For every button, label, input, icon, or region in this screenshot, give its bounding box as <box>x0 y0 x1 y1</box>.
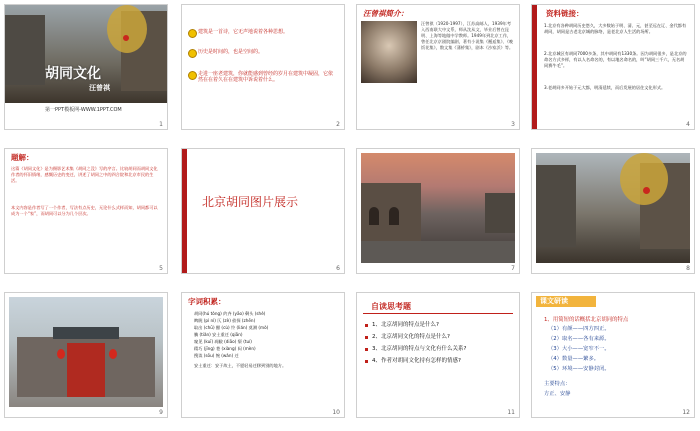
vocab-line: 安土重迁：安于故土，不愿轻易迁移到别的地方。 <box>194 363 287 368</box>
vocab-line: 窥见 (kuī) 凋敝 (diāo) 颓 (tuí) <box>194 339 252 344</box>
hutong-photo <box>361 153 515 263</box>
slide-number: 2 <box>336 121 340 128</box>
slide-header: 汪曾祺简介： <box>363 9 408 18</box>
vocab-line: 睥睨 (pì nì) 仄 (zè) 侦探 (zhēn) <box>194 318 256 323</box>
question-item: 4、作者对胡同文化持有怎样的情感? <box>372 358 461 364</box>
question-item: 2、北京胡同文化的特点是什么? <box>372 334 450 340</box>
summary-value: 方正、安静 <box>544 391 571 397</box>
lead-question: 1、用简短的话概括北京胡同的特点 <box>544 317 629 323</box>
slide-header: 课文研读 <box>536 296 596 307</box>
slide-title: 胡同文化 <box>45 66 101 82</box>
portrait-photo <box>361 21 417 83</box>
bullet-icon <box>365 336 368 339</box>
slide-line-3: 走进一座老建筑，你就能感到曾经的岁月在建筑中凝固，它依然在在着久在在建筑中诉说着什么。 <box>198 71 334 83</box>
slide-thumbnail-9[interactable] <box>4 292 168 418</box>
slide-line-1: 建筑是一首诗，它无声地说着各种思想。 <box>198 29 289 35</box>
slide-number: 8 <box>686 265 690 272</box>
smiley-icon <box>188 49 197 58</box>
slide-number: 7 <box>511 265 515 272</box>
summary-label: 主要特点： <box>544 381 571 387</box>
slide-thumbnail-10[interactable] <box>181 292 345 418</box>
slide-thumbnail-5[interactable] <box>4 148 168 274</box>
slide-para-2: 2.北京城区有胡同7000多条，其中胡同有1330条。因为胡同很多，是北京的命名方式多样，有以人名命名的，有以地名命名的，叫“胡同三千六，无名胡同赛牛毛”。 <box>544 51 687 68</box>
accent-bar <box>532 5 537 129</box>
slide-thumbnail-1[interactable] <box>4 4 168 130</box>
vocab-line: 取出 (chū) 醋 (cù) 怜 (lián) 莫测 (mò) <box>194 325 269 330</box>
slide-line-2: 历史是时间的，也是空间的。 <box>198 49 264 55</box>
slide-title: 北京胡同图片展示 <box>202 195 299 209</box>
slide-para-1: 1.北京有各种胡同历史悠久，大多数始于明、清、元，甚至远在辽、金代都有胡同，胡同是古老北京城的脉络，是老北京人生活的场所。 <box>544 23 687 34</box>
slide-number: 1 <box>159 121 163 128</box>
slide-thumbnail-2[interactable] <box>181 4 345 130</box>
slide-number: 4 <box>686 121 690 128</box>
bullet-icon <box>365 348 368 351</box>
slide-thumbnail-11[interactable] <box>356 292 520 418</box>
slide-thumbnail-7[interactable] <box>356 148 520 274</box>
feature-item: （4）数量——繁多。 <box>548 356 600 362</box>
bullet-icon <box>365 360 368 363</box>
question-item: 3、北京胡同的特点与文化有什么关系? <box>372 346 467 352</box>
slide-number: 9 <box>159 409 163 416</box>
slide-thumbnail-4[interactable] <box>531 4 695 130</box>
slide-thumbnail-6[interactable] <box>181 148 345 274</box>
smiley-icon <box>188 29 197 38</box>
slide-number: 3 <box>511 121 515 128</box>
bullet-icon <box>365 324 368 327</box>
courtyard-gate-photo <box>9 297 163 407</box>
accent-bar <box>182 149 187 273</box>
slide-header: 自读思考题 <box>371 302 411 311</box>
smiley-icon <box>188 71 197 80</box>
slide-number: 12 <box>682 409 690 416</box>
question-item: 1、北京胡同的特点是什么? <box>372 322 439 328</box>
vocab-line: 精巧 (jīng) 巷 (xiàng) 闷 (mèn) <box>194 346 256 351</box>
vocab-line: 搜读 (sōu) 惋 (wǎn) 迁 <box>194 353 239 358</box>
feature-item: （5）环境——安静封闭。 <box>548 366 610 372</box>
slide-header: 题解： <box>11 153 34 162</box>
slide-header: 字词积累： <box>188 297 226 306</box>
slide-thumbnail-3[interactable] <box>356 4 520 130</box>
slide-author: 汪曾祺 <box>89 84 110 92</box>
slide-thumbnail-12[interactable] <box>531 292 695 418</box>
slide-number: 6 <box>336 265 340 272</box>
slide-number: 11 <box>507 409 515 416</box>
slide-body: 汪曾祺（1920-1997），江苏高邮人，1939年考入西南联大中文系，师从沈从文，毕业后曾在昆明、上海等地做中学教师。1949年到北京工作，曾任北京京剧院编剧，著有小说集《邂逅集》、《晚饭花集》，散文集《蒲桥集》，剧本《沙家浜》等。 <box>421 21 514 50</box>
slide-footer: 第一PPT模板网-WWW.1PPT.COM <box>45 107 122 113</box>
hutong-photo <box>5 5 167 103</box>
vocab-line: 腆 (tiǎn) 安土重迁 (qiān) <box>194 332 243 337</box>
slide-header: 资料链接： <box>546 9 584 18</box>
slide-para-2: 本文内容是作者写了一个作者，写法有点历史，无论什么式样而知，胡同都可以成为一个“家”，而胡同可以分为几个层次。 <box>11 205 158 216</box>
slide-para-1: 这篇《胡同文化》是为摄影艺术集《胡同之没》写的序言。比较胡同而胡同文化作者的怀旧情绪，感慨历史的变迁，讲述了胡同之中的四合院和北京市民的生活。 <box>11 166 158 183</box>
vocab-line: 胡同(hú tòng) 约齐 (yāo) 剩头 (shè) <box>194 311 266 316</box>
feature-item: （1）有颜——四方四正。 <box>548 326 610 332</box>
header-underline <box>363 313 513 314</box>
hutong-photo <box>536 153 690 263</box>
feature-item: （2）取名——各有来源。 <box>548 336 610 342</box>
slide-para-3: 3.老胡同多开始于元大都，明清延续，而后发展的居住文化形式。 <box>544 85 666 90</box>
slide-number: 5 <box>159 265 163 272</box>
slide-number: 10 <box>332 409 340 416</box>
feature-item: （3）大小——宽窄不一。 <box>548 346 610 352</box>
slide-thumbnail-8[interactable] <box>531 148 695 274</box>
